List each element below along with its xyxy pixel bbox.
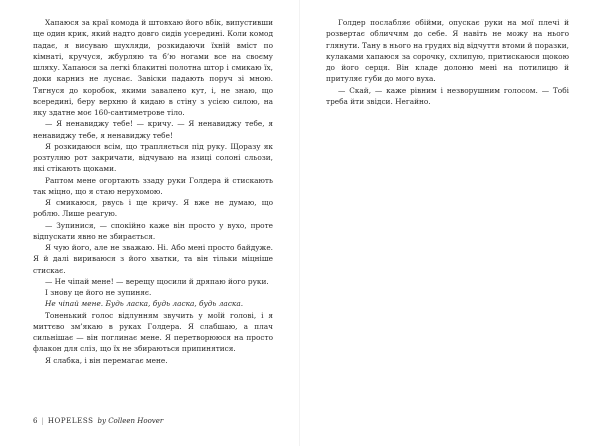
paragraph: Раптом мене огортають ззаду руки Голдера й стискають так міцно, що я стаю нерухомою. (33, 175, 273, 196)
paragraph: Я слабка, і він перемагає мене. (45, 355, 168, 365)
paragraph: — Зупинися, — спокійно каже він просто у вухо, проте відпускати явно не збирається. (33, 220, 273, 241)
left-page-text (33, 17, 273, 366)
paragraph: Хапаюся за краї комода й штовхаю його вбік, випустивши ще один крик, який надто довго сидів усередині. Коли комод падає, я висуваю шухляди, розкидаючи їхній вміст по кімнаті, кручуся, жбурляю та б’ю ногами все на своєму шляху. Хапаюся за легкі блакитні полотна штор і смикаю їх, доки карниз не луснає. Завіски падають поруч зі мною. Тягнуся до коробок, якими завалено кут, і, не знаю, що всередині, беру верхню й кидаю в стіну з усією силою, на яку здатне моє 160-сантиметрове тіло. (33, 18, 273, 117)
paragraph: Тоненький голос відлунням звучить у моїй голові, і я миттєво зм’якаю в руках Голдера. Я слабшаю, а плач сильнішає — він поглинає мене. Я перетворююся на просто флакон для сліз, що їх не збираються припинятися. (33, 310, 273, 354)
paragraph: Я розкидаюся всім, що трапляється під руку. Щоразу як розтуляю рот закричати, відчуваю на язиці солоні сльози, які стікають щоками. (33, 141, 273, 174)
footer-separator: | (41, 417, 44, 425)
paragraph: — Я ненавиджу тебе! — кричу. — Я ненавиджу тебе, я ненавиджу тебе, я ненавиджу тебе! (33, 119, 273, 140)
page-number: 6 (33, 417, 38, 425)
paragraph: Я чую його, але не зважаю. Ні. Або мені просто байдуже. Я й далі вириваюся з його хватки, та він тільки міцніше стискає. (33, 243, 273, 275)
paragraph: Я смикаюся, рвусь і ще кричу. Я вже не думаю, що роблю. Лише реагую. (33, 198, 273, 219)
author-credit: by Colleen Hoover (97, 417, 164, 425)
paragraph: — Не чіпай мене! — верещу щосили й дряпаю його руки. (45, 276, 269, 286)
italic-paragraph: Не чіпай мене. Будь ласка, будь ласка, будь ласка. (45, 299, 244, 309)
right-page-text (326, 17, 569, 107)
page-footer (33, 416, 163, 426)
book-title: HOPELESS (47, 417, 94, 425)
paragraph: Голдер послабляє обійми, опускає руки на мої плечі й розвертає обличчям до себе. Я навіть не можу на нього глянути. Тану в нього на грудях від відчуття втоми й поразки, кулаками хапаюся за сорочку, схлипую, притискаюся щокою до його серця. Він кладе долоню мені на потилицю й притуляє губи до мого вуха. (326, 18, 569, 84)
paragraph: І знову це його не зупиняє. (45, 288, 152, 297)
right-page (300, 0, 600, 446)
paragraph: — Скай, — каже рівним і незворушним голосом. — Тобі треба йти звідси. Негайно. (326, 85, 569, 106)
